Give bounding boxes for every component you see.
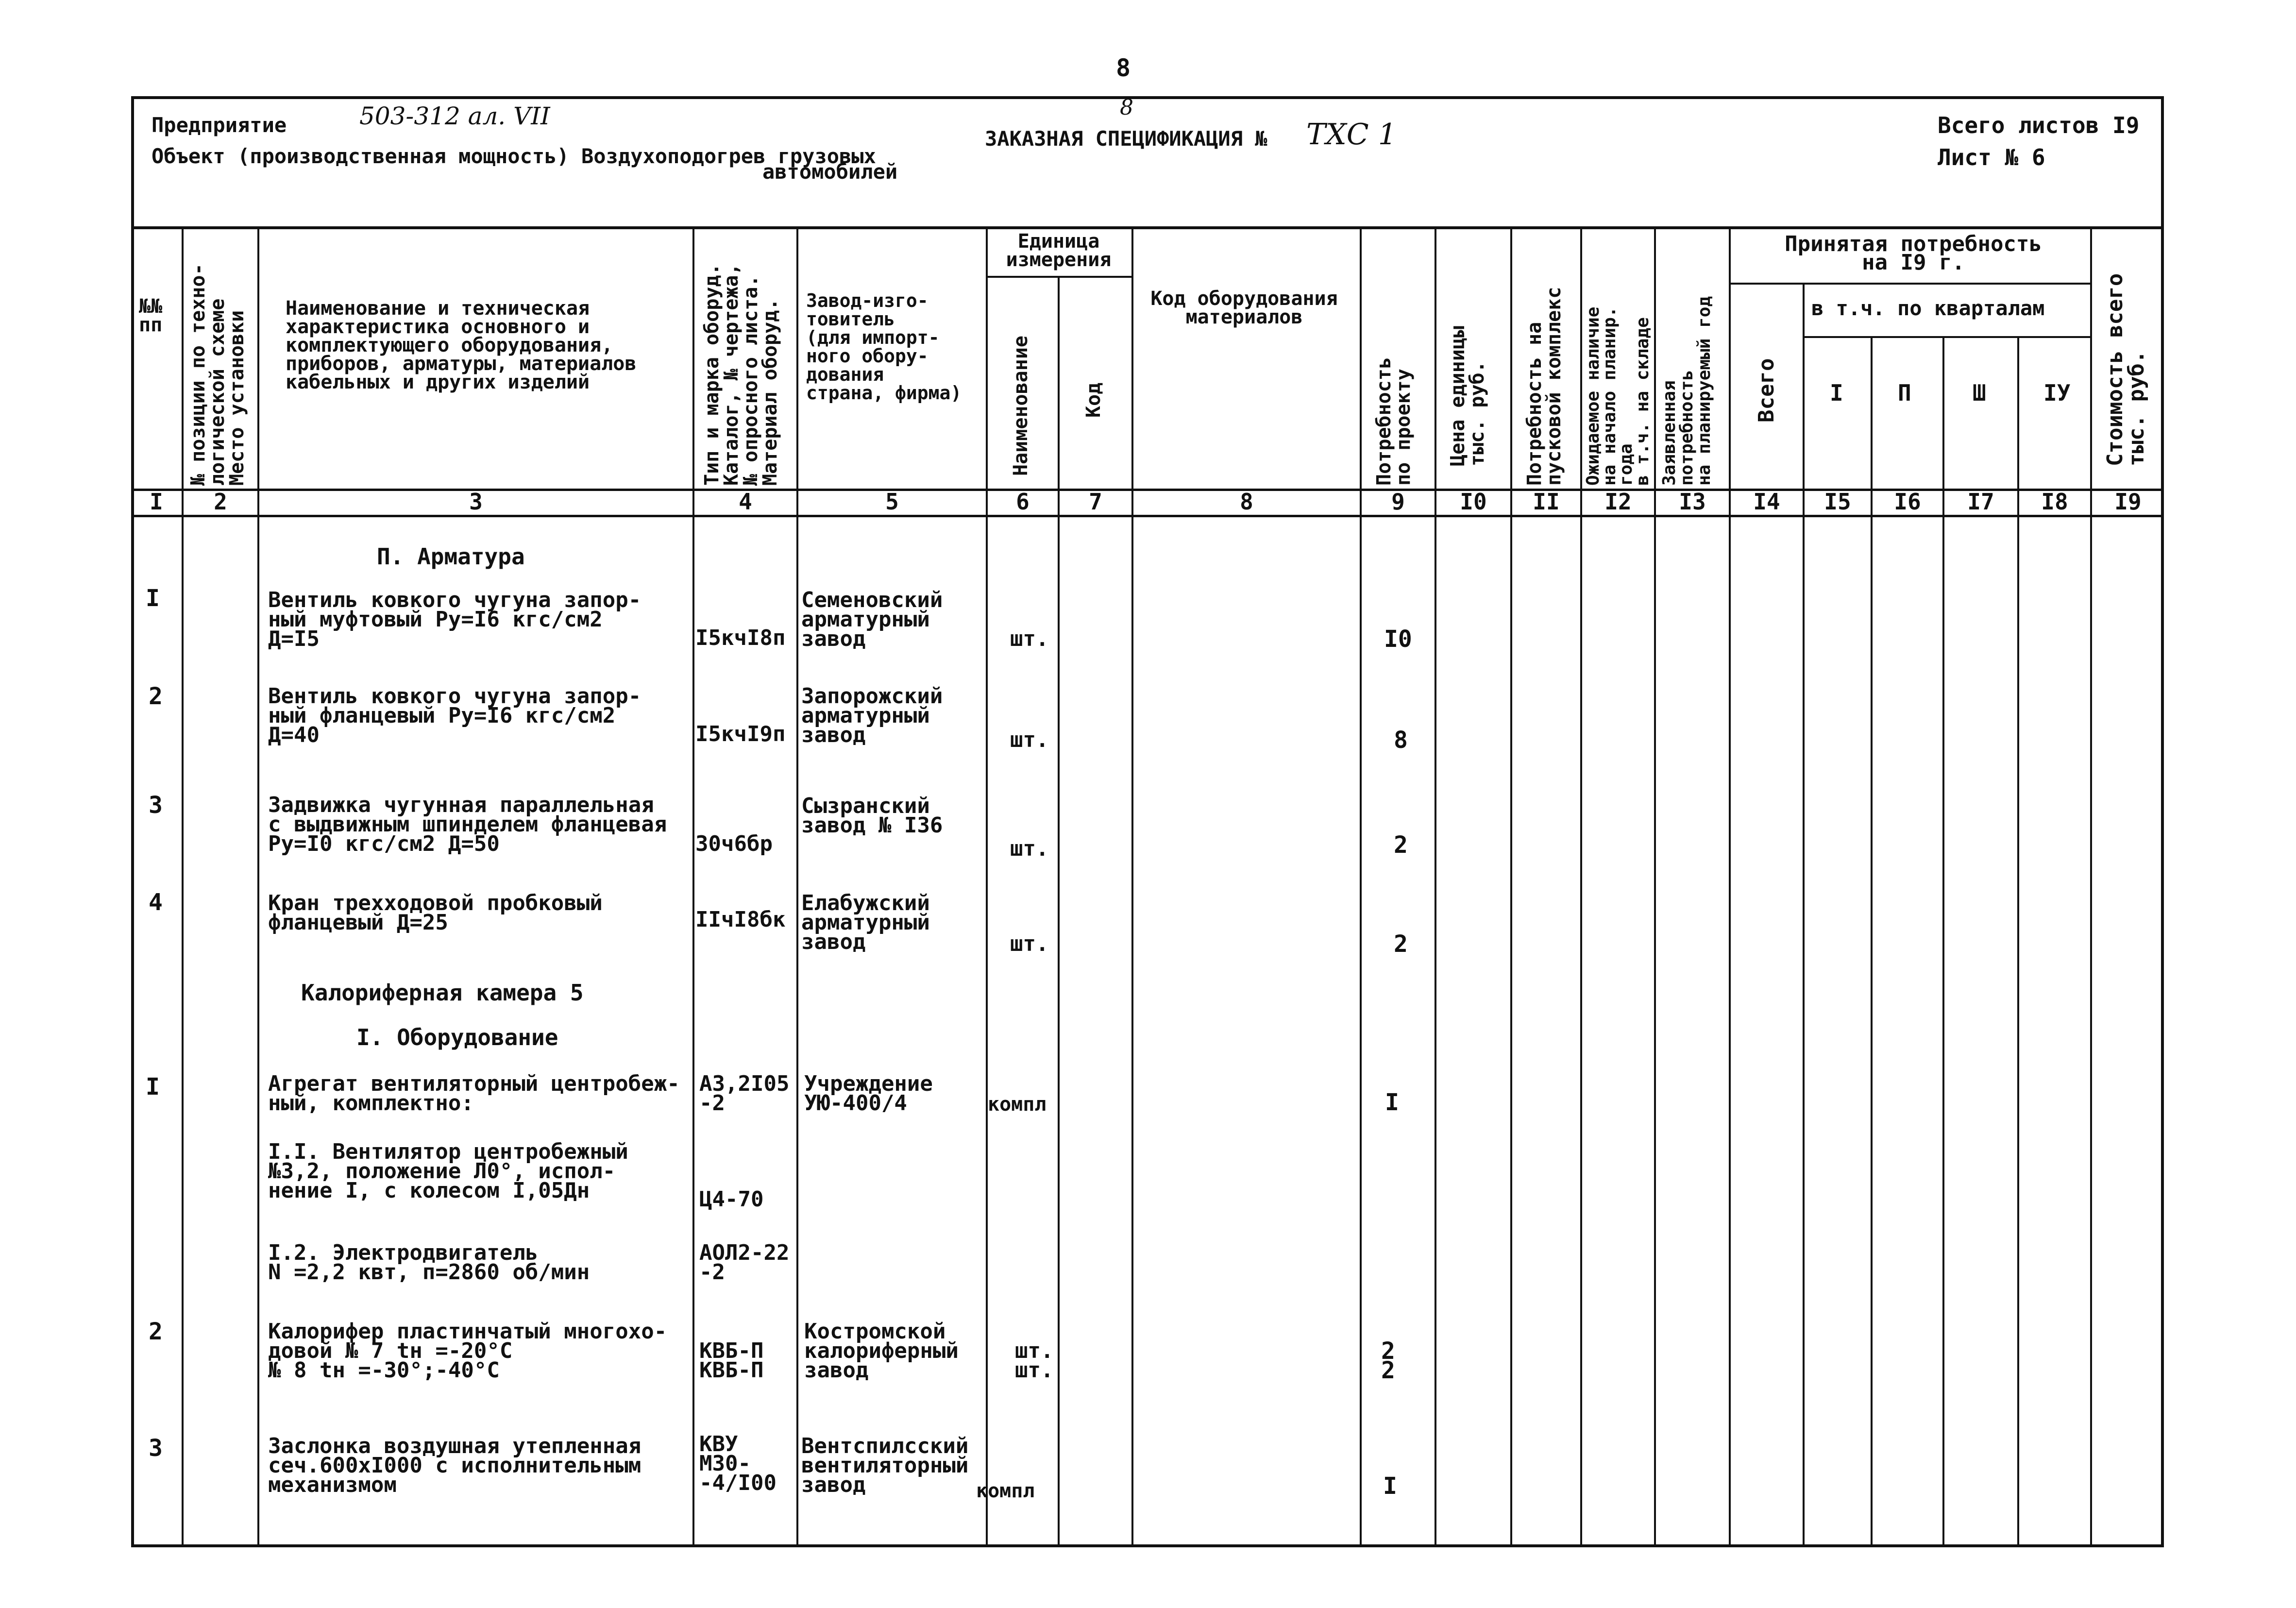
col-number-16: I6 xyxy=(1894,489,1921,515)
col-number-12: I2 xyxy=(1604,489,1632,515)
row-7-name: I.2. Электродвигатель N =2,2 квт, п=2860 об/мин xyxy=(268,1240,590,1285)
page-number: 8 xyxy=(1116,54,1131,82)
col-head-19: Стоимость всего тыс. руб. xyxy=(2103,273,2149,466)
sheet-number: Лист № 6 xyxy=(1938,144,2045,170)
colnum-bottom-line xyxy=(131,515,2164,517)
spec-code: ТХС 1 xyxy=(1306,118,1397,152)
row-5-unit: компл xyxy=(988,1093,1047,1116)
row-4-qty: 2 xyxy=(1394,931,1408,958)
col-divider-17 xyxy=(2017,336,2019,1547)
object-label-line2: автомобилей xyxy=(762,160,898,184)
col-divider-18 xyxy=(2090,226,2092,1547)
total-sheets: Всего листов I9 xyxy=(1938,112,2140,138)
row-5-number: I xyxy=(146,1073,160,1100)
quarter-3: Ш xyxy=(1973,380,1986,406)
col-number-7: 7 xyxy=(1089,489,1102,515)
row-1-number: I xyxy=(146,585,160,612)
col-divider-8 xyxy=(1360,226,1362,1547)
accepted-group-line xyxy=(1729,283,2091,285)
row-1-unit: шт. xyxy=(1010,626,1049,651)
quarter-4: IУ xyxy=(2043,380,2071,406)
quarters-group: в т.ч. по кварталам xyxy=(1811,296,2045,320)
doc-ref: 503-312 ал. VII xyxy=(359,102,550,130)
col-divider-1 xyxy=(182,226,184,1547)
row-8-unit: шт. шт. xyxy=(1015,1338,1054,1383)
row-2-unit: шт. xyxy=(1010,728,1049,752)
col-divider-15 xyxy=(1871,336,1873,1547)
row-1-qty: I0 xyxy=(1384,626,1412,653)
col-divider-5 xyxy=(986,226,988,1547)
col-divider-13 xyxy=(1729,226,1731,1547)
col-head-11: Потребность на пусковой комплекс xyxy=(1523,287,1565,486)
row-1-maker: Семеновский арматурный завод xyxy=(801,588,943,651)
col-head-10: Цена единицы тыс. руб. xyxy=(1447,326,1488,466)
row-3-unit: шт. xyxy=(1010,836,1049,861)
header-separator xyxy=(131,226,2164,229)
row-3-maker: Сызранский завод № I36 xyxy=(801,794,943,838)
row-5-maker: Учреждение УЮ-400/4 xyxy=(804,1071,933,1116)
row-8-name: Калорифер пластинчатый многохо- довой № 7 tн =-20°С № 8 tн =-30°;-40°С xyxy=(268,1319,667,1383)
col-head-14: Всего xyxy=(1754,358,1779,423)
col-divider-16 xyxy=(1942,336,1944,1547)
col-head-7: Код xyxy=(1082,382,1105,418)
row-8-qty: 2 2 xyxy=(1381,1337,1395,1384)
col-number-15: I5 xyxy=(1824,489,1851,515)
col-head-6-group: Единица измерения xyxy=(1006,230,1112,271)
enterprise-label: Предприятие xyxy=(152,113,287,137)
col-divider-4 xyxy=(796,226,798,1547)
object-label: Объект (производственная мощность) Воздухоподогрев грузовых xyxy=(152,144,876,168)
col-number-19: I9 xyxy=(2114,489,2142,515)
col-number-13: I3 xyxy=(1679,489,1706,515)
row-3-qty: 2 xyxy=(1394,831,1408,859)
row-7-type: АОЛ2-22 -2 xyxy=(699,1240,790,1285)
col-number-6: 6 xyxy=(1016,489,1030,515)
col-head-12: Ожидаемое наличие на начало планир. года в т.ч. на складе xyxy=(1583,306,1653,486)
row-9-maker: Вентспилсский вентиляторный завод xyxy=(801,1434,969,1497)
col-number-2: 2 xyxy=(214,489,227,515)
row-4-number: 4 xyxy=(149,889,163,916)
col-number-1: I xyxy=(150,489,163,515)
col-number-4: 4 xyxy=(739,489,752,515)
col-head-2: № позиции по техно- логической схеме Место установки xyxy=(187,263,248,486)
col-head-8: Код оборудования материалов xyxy=(1150,288,1338,328)
col-head-14-group: Принятая потребность на I9 г. xyxy=(1785,232,2042,275)
row-3-number: 3 xyxy=(149,792,163,819)
row-1-name: Вентиль ковкого чугуна запор- ный муфтовый Ру=I6 кгс/см2 Д=I5 xyxy=(268,588,642,651)
row-4-name: Кран трехходовой пробковый фланцевый Д=25 xyxy=(268,891,603,935)
col-head-6: Наименование xyxy=(1010,336,1032,476)
col-number-11: II xyxy=(1533,489,1560,515)
row-2-name: Вентиль ковкого чугуна запор- ный фланцевый Ру=I6 кгс/см2 Д=40 xyxy=(268,684,642,747)
col-number-8: 8 xyxy=(1240,489,1253,515)
row-9-type: КВУ М30- -4/I00 xyxy=(699,1432,777,1495)
row-5-qty: I xyxy=(1385,1089,1399,1116)
section-camera: Калориферная камера 5 xyxy=(301,980,584,1006)
col-head-13: Заявленная потребность на планируемый год xyxy=(1659,296,1714,486)
row-5-type: А3,2I05 -2 xyxy=(699,1071,790,1116)
col-divider-3 xyxy=(692,226,694,1547)
row-8-number: 2 xyxy=(149,1318,163,1345)
row-9-name: Заслонка воздушная утепленная сеч.600хI000 с исполнительным механизмом xyxy=(268,1434,642,1497)
row-4-type: IIчI8бк xyxy=(695,907,786,932)
row-9-number: 3 xyxy=(149,1435,163,1462)
col-divider-10 xyxy=(1510,226,1512,1547)
col-divider-11 xyxy=(1580,226,1582,1547)
row-4-unit: шт. xyxy=(1010,931,1049,956)
col-number-9: 9 xyxy=(1391,489,1405,515)
col-number-5: 5 xyxy=(885,489,899,515)
quarter-2: П xyxy=(1898,380,1911,406)
spec-number-small: 8 xyxy=(1120,95,1133,120)
col-number-18: I8 xyxy=(2041,489,2068,515)
col-divider-6 xyxy=(1058,276,1060,1547)
col-divider-7 xyxy=(1131,226,1133,1547)
col-head-9: Потребность по проекту xyxy=(1373,357,1415,486)
row-3-name: Задвижка чугунная параллельная с выдвижным шпинделем фланцевая Ру=I0 кгс/см2 Д=50 xyxy=(268,793,667,856)
row-8-type: КВБ-П КВБ-П xyxy=(699,1338,764,1383)
col-head-4: Тип и марка оборуд. Каталог, № чертежа, № опросного листа. Материал оборуд. xyxy=(701,263,781,486)
row-6-name: I.I. Вентилятор центробежный №3,2, положение Л0°, испол- нение I, с колесом I,05Дн xyxy=(268,1139,628,1203)
col-head-1: №№ пп xyxy=(139,295,163,336)
row-9-qty: I xyxy=(1383,1473,1397,1500)
row-2-number: 2 xyxy=(149,683,163,710)
col-number-3: 3 xyxy=(469,489,483,515)
row-9-unit: компл xyxy=(976,1480,1035,1502)
col-divider-9 xyxy=(1435,226,1436,1547)
section-armature: П. Арматура xyxy=(377,543,525,570)
row-4-maker: Елабужский арматурный завод xyxy=(801,891,930,954)
col-divider-2 xyxy=(257,226,259,1547)
col-divider-12 xyxy=(1654,226,1656,1547)
quarter-1: I xyxy=(1830,380,1843,406)
row-6-type: Ц4-70 xyxy=(699,1187,764,1212)
col-head-5: Завод-изго- товитель (для импорт- ного обору- дования страна, фирма) xyxy=(806,290,962,404)
row-3-type: 30ч6бр xyxy=(695,831,773,856)
row-8-maker: Костромской калориферный завод xyxy=(804,1319,959,1383)
col-number-17: I7 xyxy=(1967,489,1994,515)
quarters-group-line xyxy=(1803,336,2091,338)
row-2-maker: Запорожский арматурный завод xyxy=(801,684,943,747)
spec-title: ЗАКАЗНАЯ СПЕЦИФИКАЦИЯ № xyxy=(985,127,1267,151)
row-5-name: Агрегат вентиляторный центробеж- ный, комплектно: xyxy=(268,1071,680,1116)
col-divider-14 xyxy=(1803,283,1805,1547)
section-equipment: I. Оборудование xyxy=(356,1024,558,1050)
col-head-3: Наименование и техническая характеристика основного и комплектующего оборудования, приборов, арматуры, материалов кабельных и других изделий xyxy=(286,297,637,393)
col-number-10: I0 xyxy=(1460,489,1487,515)
row-1-type: I5кчI8п xyxy=(695,626,786,650)
row-2-qty: 8 xyxy=(1394,727,1408,754)
row-2-type: I5кчI9п xyxy=(695,722,786,746)
col-number-14: I4 xyxy=(1753,489,1780,515)
